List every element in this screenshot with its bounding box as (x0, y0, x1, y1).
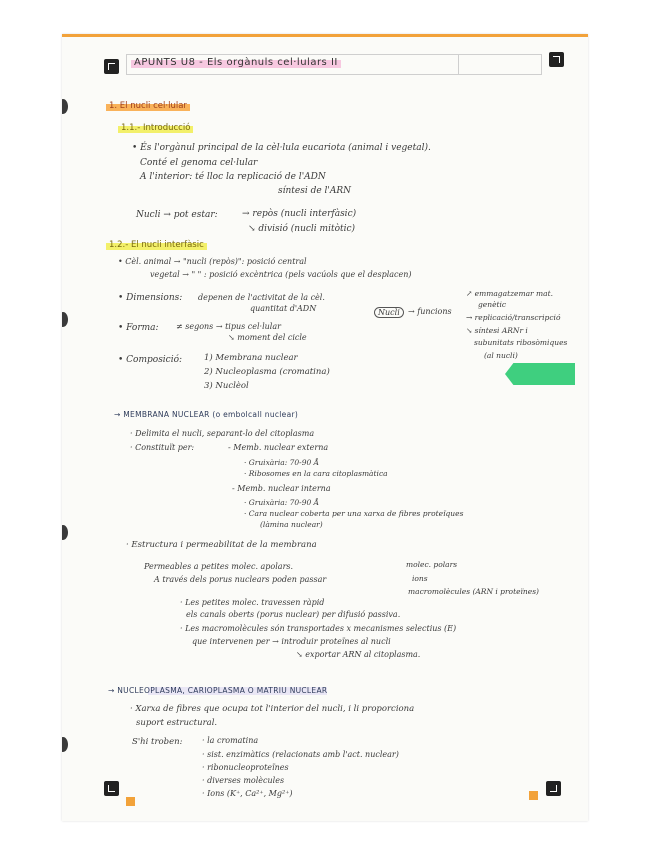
section-heading: → NUCLEOPLASMA, CARIOPLASMA O MATRIU NUCLEAR (108, 686, 328, 695)
text-line: depenen de l'activitat de la cèl. (198, 293, 325, 302)
heading-1-2: 1.2.- El nucli interfàsic (106, 240, 207, 250)
green-tab-marker (505, 363, 575, 385)
text-line: 2) Nucleoplasma (cromatina) (204, 367, 330, 377)
text-line: · Cara nuclear coberta per una xarxa de fibres proteïques (244, 509, 464, 518)
text-line: (al nucli) (484, 351, 518, 360)
orange-square-icon (126, 797, 135, 806)
text-line: · Gruixària: 70-90 Å (244, 498, 320, 507)
text-line: Permeables a petites molec. apolars. (144, 562, 294, 571)
notebook-page (62, 34, 588, 821)
corner-logo-icon (104, 781, 119, 796)
text-line: A l'interior: té lloc la replicació de l'ADN (140, 172, 326, 182)
text-line: → replicació/transcripció (466, 313, 561, 322)
title-box (126, 54, 542, 75)
text-line: ↗ emmagatzemar mat. (466, 289, 554, 298)
nucli-circled: Nucli (374, 307, 404, 318)
text-line: Nucli → pot estar: (136, 210, 218, 220)
text-line: macromolècules (ARN i proteïnes) (408, 587, 539, 596)
text-line: Conté el genoma cel·lular (140, 158, 258, 168)
text-line: ↘ síntesi ARNr i (466, 326, 528, 335)
text-line: · Xarxa de fibres que ocupa tot l'interior del nucli, i li proporciona (130, 704, 415, 714)
text-line: → repòs (nucli interfàsic) (242, 209, 357, 219)
text-line: • Composició: (118, 355, 183, 365)
binder-hole-icon (62, 99, 68, 114)
corner-logo-icon (546, 781, 561, 796)
text-line: suport estructural. (136, 718, 218, 728)
text-line: síntesi de l'ARN (278, 186, 352, 196)
text-line: · Ribosomes en la cara citoplasmàtica (244, 469, 388, 478)
text-line: que intervenen per → introduir proteïnes al nucli (192, 637, 391, 646)
text-line: vegetal → " " : posició excèntrica (pels vacúols que el desplacen) (150, 270, 412, 279)
text-line: · Constituït per: (130, 443, 195, 452)
binder-hole-icon (62, 737, 68, 752)
text-line: · la cromatina (202, 736, 259, 745)
text-line: 1) Membrana nuclear (204, 353, 298, 363)
page-title: APUNTS U8 - Els orgànuls cel·lulars II (131, 57, 341, 68)
subsection-heading: · Estructura i permeabilitat de la membrana (126, 540, 317, 550)
text-line: els canals oberts (porus nuclear) per difusió passiva. (186, 610, 401, 619)
text-line: ↘ moment del cicle (228, 333, 307, 342)
text-line: subunitats ribosòmiques (474, 338, 568, 347)
text-line: (làmina nuclear) (260, 520, 323, 529)
text-line: genètic (478, 300, 507, 309)
heading-1-1: 1.1.- Introducció (118, 123, 193, 133)
text-line: · Delimita el nucli, separant-lo del citoplasma (130, 429, 315, 438)
text-line: • Forma: (118, 323, 159, 333)
text-line: • Cèl. animal → "nucli (repòs)": posició central (118, 257, 307, 266)
text-line: 3) Nuclèol (204, 381, 249, 391)
text-line: · ribonucleoproteïnes (202, 763, 289, 772)
text-line: • Dimensions: (118, 293, 183, 303)
corner-logo-icon (549, 52, 564, 67)
text-line: · Les macromolècules són transportades x mecanismes selectius (E) (180, 624, 457, 633)
text-line: A través dels porus nuclears poden passar (154, 575, 327, 584)
text-line: S'hi troben: (132, 737, 183, 747)
text-line: · Les petites molec. travessen ràpid (180, 598, 325, 607)
text-line: · sist. enzimàtics (relacionats amb l'act. nuclear) (202, 750, 399, 759)
heading-1: 1. El nucli cel·lular (106, 101, 190, 111)
text-line: ions (412, 574, 428, 583)
text-line: · Gruixària: 70-90 Å (244, 458, 320, 467)
section-heading: → MEMBRANA NUCLEAR (o embolcall nuclear) (114, 410, 299, 419)
text-line: ↘ divisió (nucli mitòtic) (248, 224, 356, 234)
text-line: molec. polars (406, 560, 458, 569)
text-line: · diverses molècules (202, 776, 285, 785)
text-line: · Ions (K⁺, Ca²⁺, Mg²⁺) (202, 789, 293, 798)
orange-square-icon (529, 791, 538, 800)
binder-hole-icon (62, 312, 68, 327)
text-line: ≠ segons → tipus cel·lular (176, 322, 281, 331)
text-line: → funcions (408, 307, 452, 316)
text-line: - Memb. nuclear externa (228, 443, 329, 452)
text-line: - Memb. nuclear interna (232, 484, 331, 493)
corner-logo-icon (104, 59, 119, 74)
binder-hole-icon (62, 525, 68, 540)
text-line: • És l'orgànul principal de la cèl·lula eucariota (animal i vegetal). (132, 143, 431, 153)
text-line: quantitat d'ADN (250, 304, 317, 313)
text-line: ↘ exportar ARN al citoplasma. (296, 650, 421, 659)
